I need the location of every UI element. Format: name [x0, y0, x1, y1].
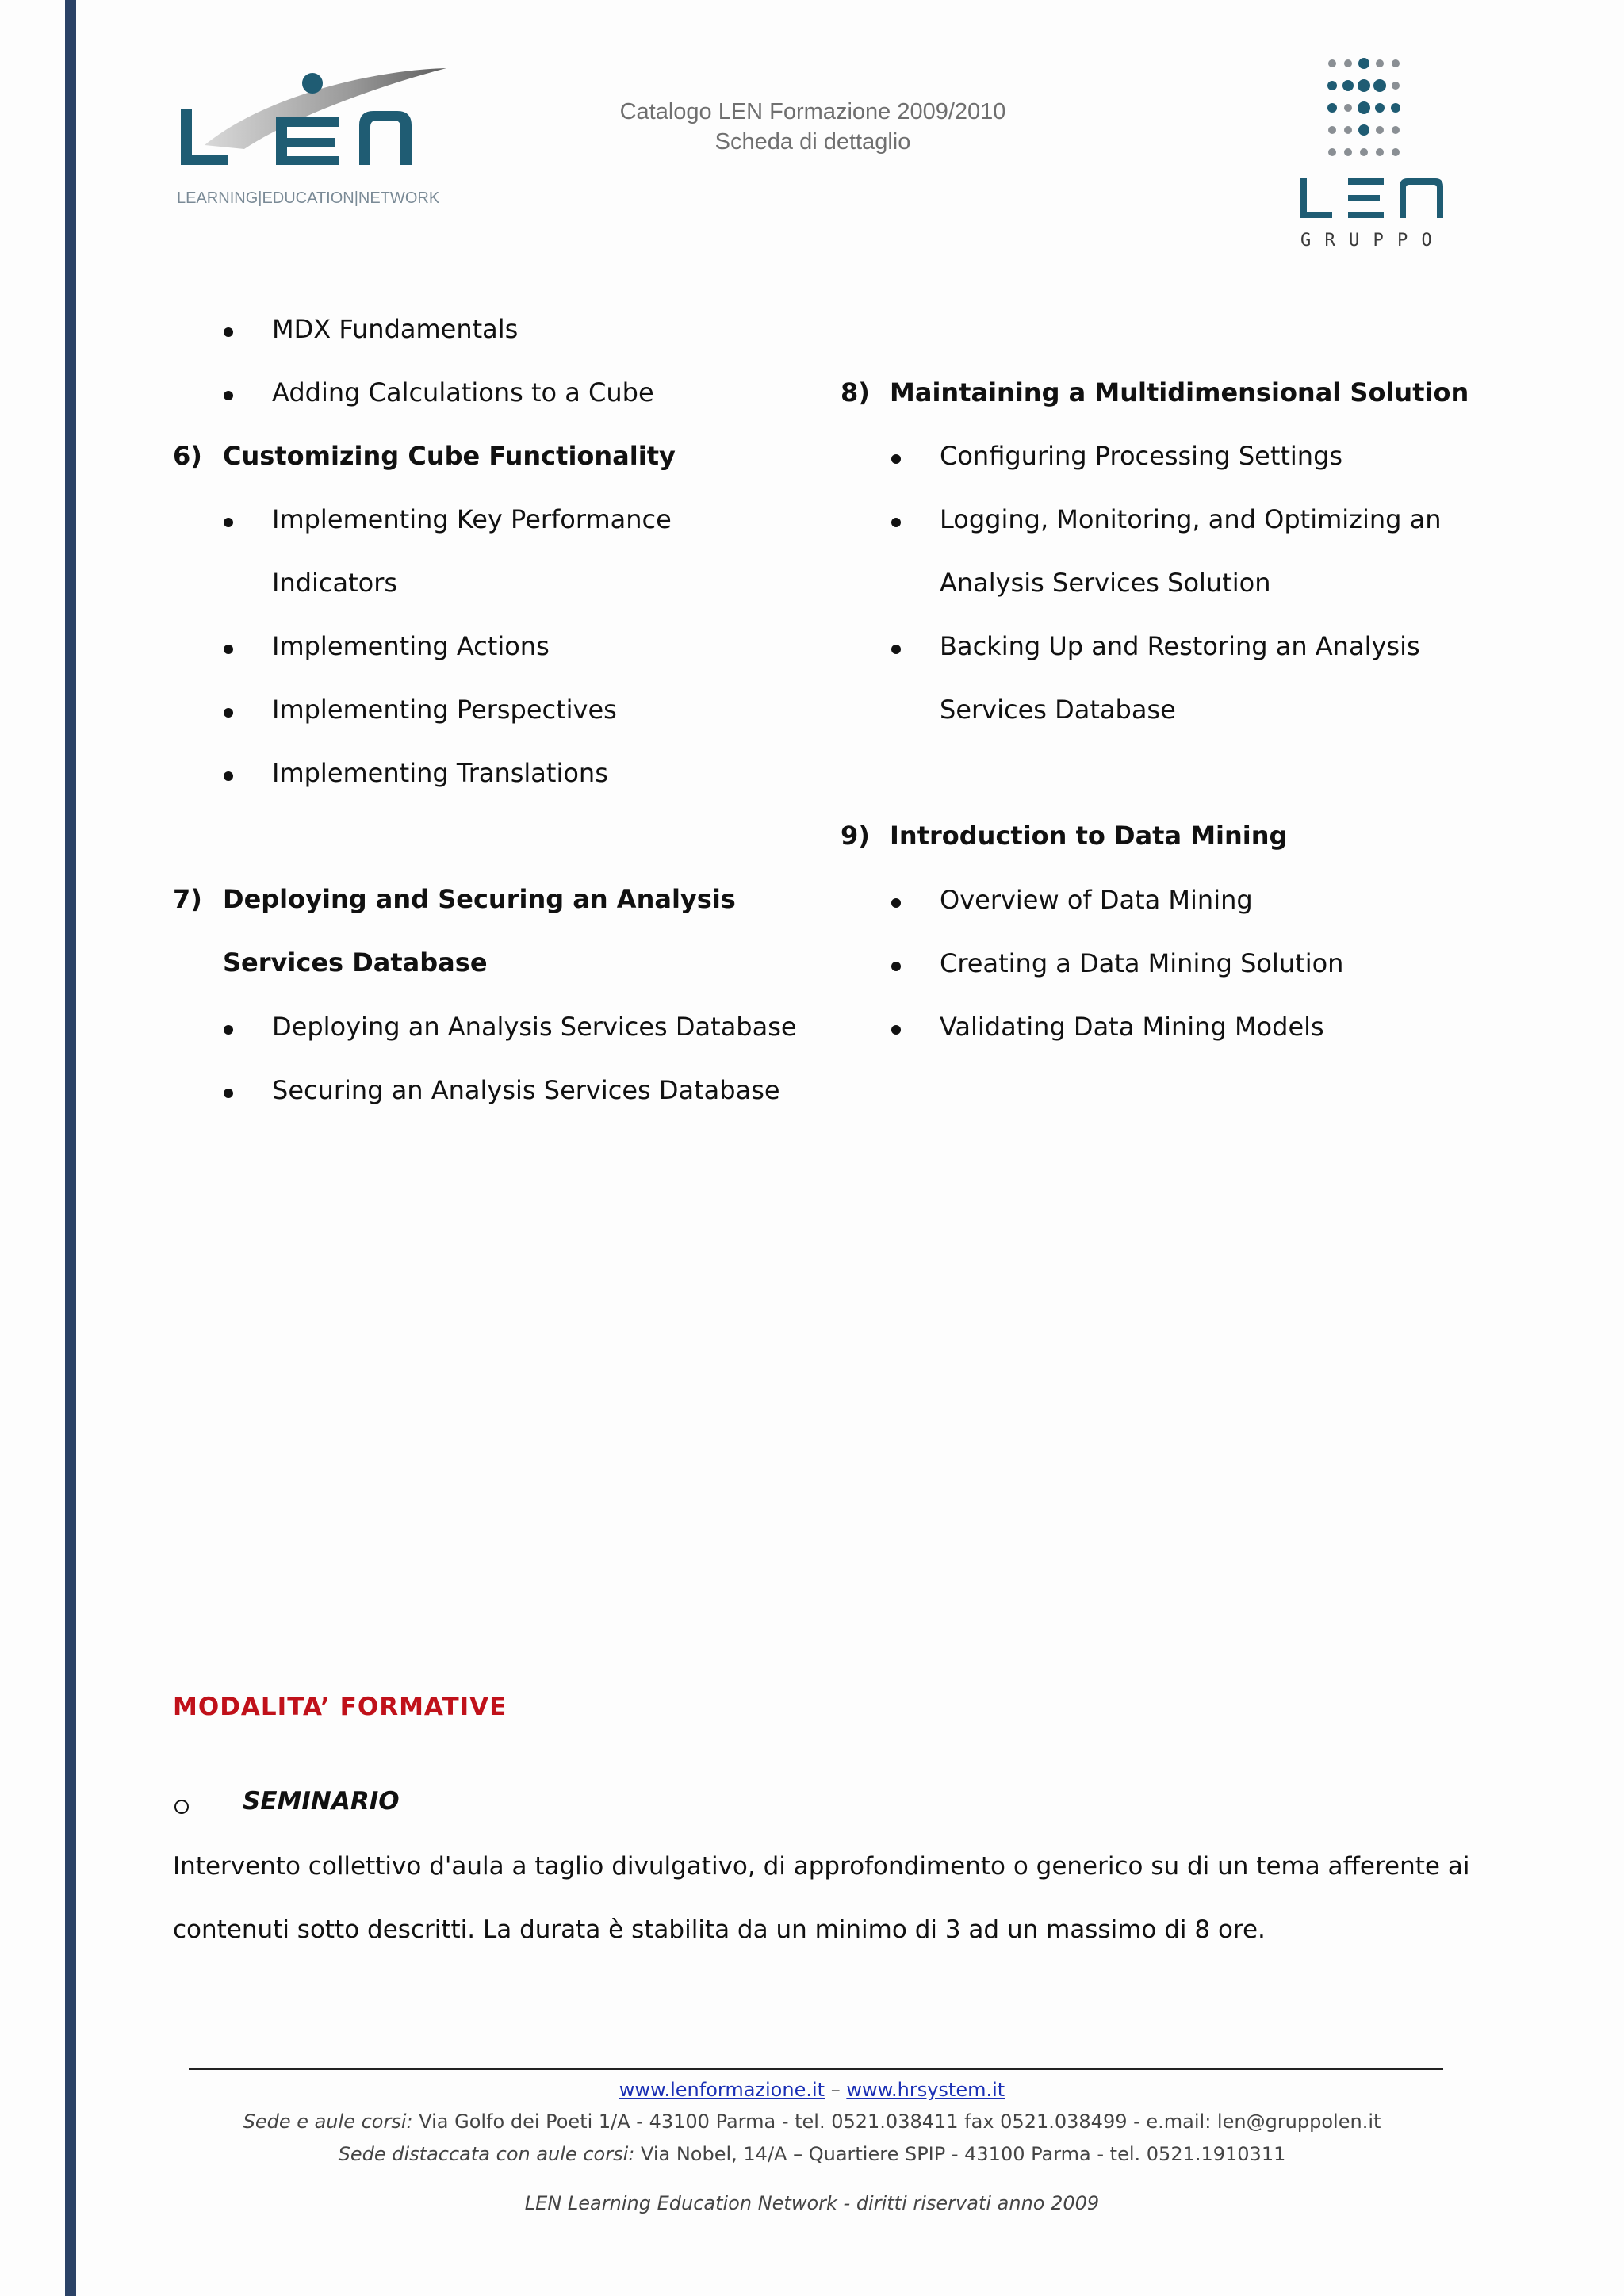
catalog-title: Catalogo LEN Formazione 2009/2010 — [619, 99, 1006, 124]
description-line: Intervento collettivo d'aula a taglio divulgativo, di approfondimento o generico su di un tema afferente ai — [173, 1852, 1470, 1881]
topic-kpi-cont: Indicators — [272, 568, 398, 598]
footer-address — [0, 2110, 1624, 2133]
section-heading: Deploying and Securing an Analysis — [223, 884, 736, 914]
topic-actions: Implementing Actions — [272, 631, 550, 661]
bullet — [891, 454, 901, 464]
description-line: contenuti sotto descritti. La durata è stabilita da un minimo di 3 ad un massimo di 8 ore. — [173, 1915, 1266, 1944]
bullet — [224, 1025, 233, 1035]
lenformazione-link[interactable]: www.lenformazione.it — [619, 2079, 825, 2101]
topic-translations: Implementing Translations — [272, 758, 608, 788]
section-number: 8) — [841, 377, 870, 408]
footer-branch-address — [0, 2143, 1624, 2165]
topic-mdx-fundamentals: MDX Fundamentals — [272, 314, 519, 344]
section-number: 7) — [173, 884, 202, 914]
detail-subtitle: Scheda di dettaglio — [714, 129, 911, 155]
left-margin-bar — [65, 0, 76, 2296]
topic-logging: Logging, Monitoring, and Optimizing an — [940, 504, 1442, 534]
footer-copyright: LEN Learning Education Network - diritti riservati anno 2009 — [524, 2192, 1100, 2214]
circle-bullet — [174, 1800, 189, 1814]
topic-kpi: Implementing Key Performance — [272, 504, 672, 534]
document-header — [555, 97, 1071, 157]
len-learning-logo — [173, 62, 458, 209]
right-logo-sub: G R U P P O — [1300, 231, 1434, 251]
sede-label: Sede e aule corsi: — [243, 2110, 413, 2133]
section-heading: Customizing Cube Functionality — [223, 441, 676, 471]
bullet — [224, 518, 233, 527]
hrsystem-link[interactable]: www.hrsystem.it — [846, 2079, 1005, 2101]
section-number: 9) — [841, 821, 870, 851]
bullet — [891, 645, 901, 654]
bullet — [224, 645, 233, 654]
footer-divider — [189, 2068, 1443, 2070]
bullet — [224, 708, 233, 718]
section-heading-cont: Services Database — [223, 947, 488, 978]
sede-text: Via Golfo dei Poeti 1/A - 43100 Parma - tel. 0521.038411 fax 0521.038499 - e.mail: len@gruppolen.it — [412, 2110, 1381, 2133]
section-heading: Maintaining a Multidimensional Solution — [890, 377, 1469, 408]
topic-processing-settings: Configuring Processing Settings — [940, 441, 1343, 471]
topic-backup-cont: Services Database — [940, 695, 1176, 725]
section-heading: Introduction to Data Mining — [890, 821, 1288, 851]
topic-backup: Backing Up and Restoring an Analysis — [940, 631, 1420, 661]
bullet — [224, 327, 233, 337]
len-gruppo-logo — [1293, 52, 1475, 258]
bullet — [224, 771, 233, 781]
distaccata-text: Via Nobel, 14/A – Quartiere SPIP - 43100 Parma - tel. 0521.1910311 — [634, 2143, 1286, 2165]
topic-securing: Securing an Analysis Services Database — [272, 1075, 780, 1105]
section-number: 6) — [173, 441, 202, 471]
modalita-heading: MODALITA’ FORMATIVE — [173, 1693, 508, 1721]
bullet — [224, 1089, 233, 1098]
bullet — [891, 518, 901, 527]
topic-deploying: Deploying an Analysis Services Database — [272, 1012, 797, 1042]
topic-creating-solution: Creating a Data Mining Solution — [940, 948, 1344, 978]
bullet — [891, 962, 901, 971]
bullet — [891, 898, 901, 908]
topic-overview-data-mining: Overview of Data Mining — [940, 885, 1253, 915]
footer-links — [0, 2079, 1624, 2101]
seminario-label: SEMINARIO — [243, 1787, 400, 1816]
topic-logging-cont: Analysis Services Solution — [940, 568, 1271, 598]
left-logo-tagline: LEARNING|EDUCATION|NETWORK — [177, 189, 440, 207]
link-separator: – — [825, 2079, 847, 2101]
topic-perspectives: Implementing Perspectives — [272, 695, 617, 725]
topic-adding-calculations: Adding Calculations to a Cube — [272, 377, 654, 408]
distaccata-label: Sede distaccata con aule corsi: — [338, 2143, 635, 2165]
topic-validating-models: Validating Data Mining Models — [940, 1012, 1324, 1042]
bullet — [891, 1025, 901, 1035]
bullet — [224, 391, 233, 400]
